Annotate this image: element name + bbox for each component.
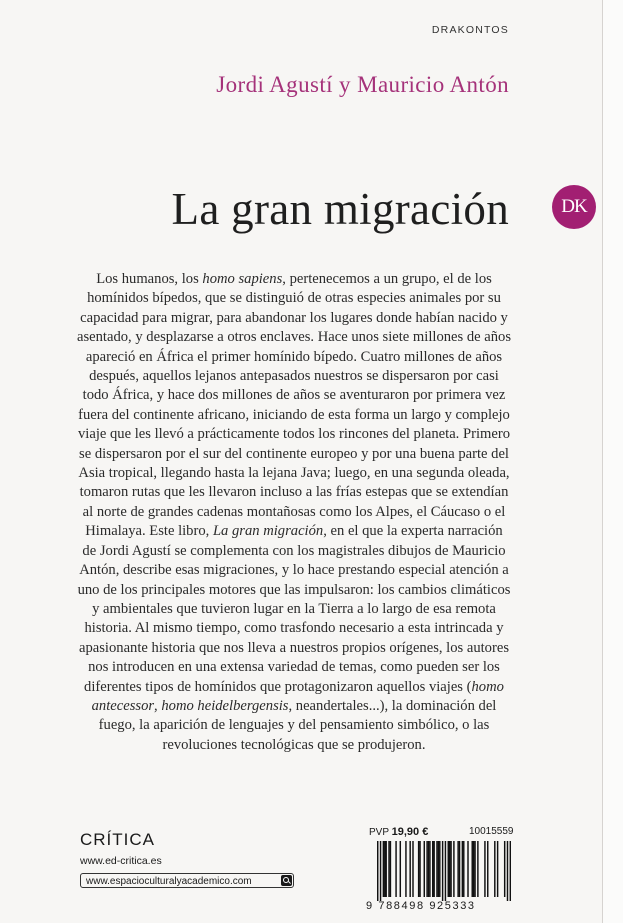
publisher-name: CRÍTICA: [80, 830, 155, 849]
blurb-italic-run: homo antecessor: [91, 678, 504, 714]
barcode-bar: [432, 841, 433, 897]
barcode-bar: [459, 841, 460, 897]
blurb-run: ,: [154, 697, 162, 714]
blurb-italic-run: homo sapiens: [202, 271, 283, 287]
blurb-text: [77, 270, 511, 755]
barcode-bar: [484, 841, 485, 897]
barcode-bar: [449, 841, 450, 897]
blurb-run: , neandertales...), la dominación del fuego, la aparición de lenguajes y del pensamiento simbólico, o las revoluciones tecnológicas que se produjeron.: [98, 697, 497, 753]
barcode-bar: [472, 841, 473, 897]
barcode-bar: [383, 841, 384, 897]
barcode-bar: [385, 841, 386, 897]
blurb-run: , pertenecemos a un grupo, el de los homínidos bípedos, que se distinguió de otras especies animales por su capacidad para migrar, para abandonar los lugares donde habían nacido y asentado, y desplazarse a otros enclaves. Hace unos siete millones de años apareció en África el primer homínido bípedo. Cuatro millones de años después, aquellos lejanos antepasados nuestros se dispersaron por casi todo África, y hace dos millones de años se aventuraron por primera vez fuera del continente africano, iniciando de esta forma un largo y complejo viaje que les llevó a prácticamente todos los rincones del planeta. Primero se dispersaron por el sur del continente europeo y por una buena parte del Asia tropical, llegando hasta la lejana Java; luego, en una segunda oleada, tomaron rutas que les llevaron incluso a las frías estepas que se extendían al norte de grandes cadenas montañosas como los Alpes, el Cáucaso o el Himalaya. Este libro,: [77, 271, 512, 540]
barcode-bar: [380, 841, 381, 901]
barcode-bar: [400, 841, 401, 897]
collection-name: DRAKONTOS: [431, 24, 509, 36]
barcode-bar: [426, 841, 427, 897]
barcode-bar: [510, 841, 511, 901]
dk-logo: DK: [552, 185, 596, 229]
search-icon: [281, 875, 292, 886]
barcode-bar: [467, 841, 468, 897]
price-label: PVP: [369, 827, 389, 838]
barcode-bar: [487, 841, 488, 897]
barcode-bar: [448, 841, 449, 897]
barcode-bar: [424, 841, 425, 897]
barcode-bar: [497, 841, 498, 897]
blurb-italic-run: homo heidelbergensis: [161, 697, 289, 714]
barcode-bar: [438, 841, 439, 897]
blurb-italic-run: La gran migración: [212, 523, 324, 540]
barcode-bar: [457, 841, 458, 897]
shop-url-box[interactable]: [80, 873, 294, 888]
barcode-bar: [384, 841, 385, 897]
price-line: [369, 826, 428, 838]
barcode-bar: [433, 841, 434, 897]
barcode-bar: [474, 841, 475, 897]
publisher-url[interactable]: www.ed-critica.es: [80, 855, 162, 867]
authors: Jordi Agustí y Mauricio Antón: [216, 72, 509, 97]
barcode-bar: [473, 841, 474, 897]
product-code: 10015559: [469, 826, 514, 837]
cover-edge: [603, 0, 623, 923]
blurb-run: , en el que la experta narración de Jordi Agustí se complementa con los magistrales dibujos de Mauricio Antón, describe esas migraciones, y lo hace prestando especial atención a uno de los principales motores que las impulsaron: los cambios climáticos y ambientales que tuvieron lugar en la Tierra a lo largo de esa remota historia. Al mismo tiempo, como trasfondo necesario a esta intrincada y apasionante historia que nos lleva a nuestros propios orígenes, los autores nos introducen en una extensa variedad de temas, como pueden ser los diferentes tipos de homínidos que protagonizaron aquellos viajes (: [77, 523, 511, 695]
barcode-bar: [504, 841, 505, 897]
blurb-run: Los humanos, los: [96, 271, 203, 287]
barcode-bar: [409, 841, 410, 897]
barcode-bar: [390, 841, 391, 897]
barcode-bar: [429, 841, 430, 897]
book-title: La gran migración: [171, 184, 509, 234]
price-value: 19,90 €: [391, 826, 429, 838]
barcode-bar: [418, 841, 419, 897]
barcode-bar: [477, 841, 478, 897]
blurb-paragraph: [77, 270, 511, 755]
barcode-bar: [462, 841, 463, 897]
barcode-bar: [463, 841, 464, 897]
barcode-bar: [450, 841, 451, 897]
barcode-bar: [445, 841, 446, 901]
barcode-bar: [494, 841, 495, 897]
barcode-bar: [377, 841, 378, 901]
barcode-bar: [442, 841, 443, 901]
barcode-bar: [428, 841, 429, 897]
shop-url[interactable]: www.espacioculturalyacademico.com: [86, 876, 252, 887]
barcode-bar: [412, 841, 413, 897]
barcode: [377, 841, 511, 901]
barcode-bar: [439, 841, 440, 897]
barcode-bar: [419, 841, 420, 897]
barcode-bar: [405, 841, 406, 897]
barcode-digits: 9 788498 925333: [366, 900, 476, 912]
barcode-bar: [388, 841, 389, 897]
barcode-bar: [453, 841, 454, 897]
barcode-bar: [507, 841, 508, 901]
barcode-bar: [436, 841, 437, 897]
barcode-bar: [395, 841, 396, 897]
